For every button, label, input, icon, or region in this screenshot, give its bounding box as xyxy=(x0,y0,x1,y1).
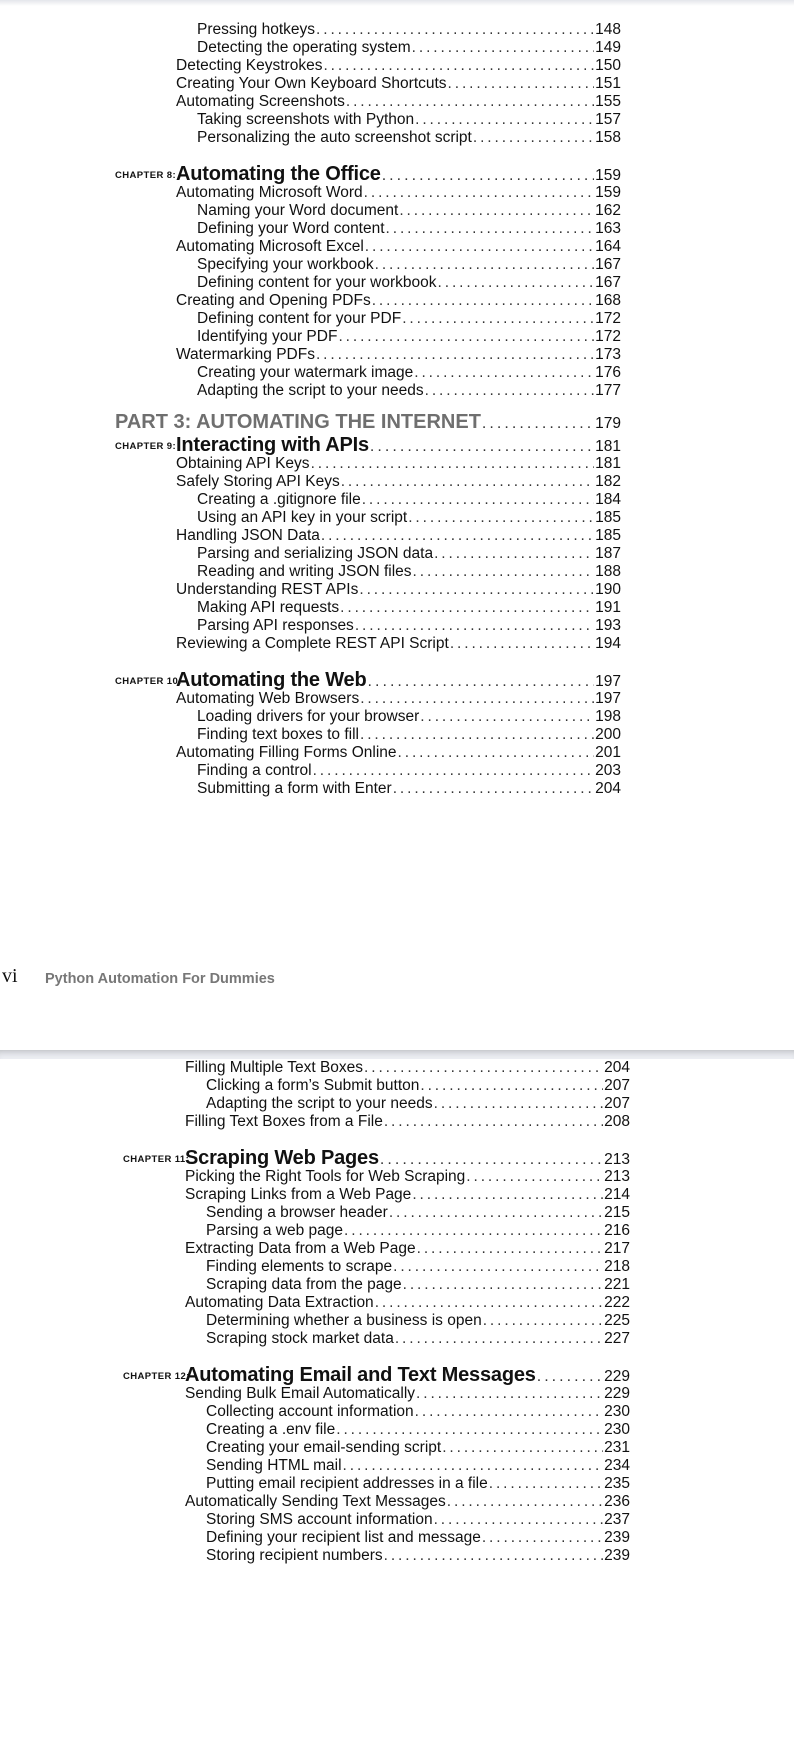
running-book-title: Python Automation For Dummies xyxy=(45,971,275,987)
entry-title: Finding a control xyxy=(197,762,312,779)
page-number: 164 xyxy=(595,238,621,255)
dot-leader xyxy=(364,1059,603,1077)
toc-entry xyxy=(185,1168,630,1186)
entry-title: Creating and Opening PDFs xyxy=(176,292,371,309)
entry-title: Finding text boxes to fill xyxy=(197,726,359,743)
toc-entry xyxy=(206,1204,630,1222)
dot-leader xyxy=(380,1151,603,1169)
page-number: 173 xyxy=(595,346,621,363)
toc-entry xyxy=(197,509,621,527)
chapter-title: Automating Email and Text Messages xyxy=(185,1364,536,1386)
dot-leader xyxy=(316,346,594,364)
page-number: 185 xyxy=(595,527,621,544)
toc-entry xyxy=(206,1475,630,1493)
page-number: 198 xyxy=(595,708,621,725)
dot-leader xyxy=(341,473,594,491)
entry-title: Automating Filling Forms Online xyxy=(176,744,397,761)
entry-title: Understanding REST APIs xyxy=(176,581,359,598)
toc-entry xyxy=(176,635,621,653)
page-number: 207 xyxy=(604,1077,630,1094)
entry-title: Scraping Links from a Web Page xyxy=(185,1186,412,1203)
entry-title: Determining whether a business is open xyxy=(206,1312,482,1329)
chapter-title: Automating the Web xyxy=(176,669,367,691)
dot-leader xyxy=(408,509,594,527)
page-number: 218 xyxy=(604,1258,630,1275)
entry-title: Reviewing a Complete REST API Script xyxy=(176,635,449,652)
page-footer xyxy=(0,965,794,992)
toc-entry xyxy=(206,1439,630,1457)
page-number: 168 xyxy=(595,292,621,309)
page-folio: vi xyxy=(2,965,18,987)
dot-leader xyxy=(360,726,594,744)
page-number: 230 xyxy=(604,1403,630,1420)
dot-leader xyxy=(482,1529,603,1547)
entry-title: Scraping stock market data xyxy=(206,1330,394,1347)
page-number: 201 xyxy=(595,744,621,761)
page-number: 188 xyxy=(595,563,621,580)
entry-title: Sending a browser header xyxy=(206,1204,388,1221)
toc-entry xyxy=(197,202,621,220)
entry-title: Defining your recipient list and message xyxy=(206,1529,481,1546)
toc-page-vii xyxy=(0,1059,794,1734)
toc-entry xyxy=(185,1493,630,1511)
dot-leader xyxy=(338,328,594,346)
toc-entry xyxy=(206,1222,630,1240)
page-number: 181 xyxy=(595,438,621,455)
entry-title: Automating Web Browsers xyxy=(176,690,360,707)
toc-entry xyxy=(197,491,621,509)
toc-entry xyxy=(176,744,621,762)
entry-title: Defining your Word content xyxy=(197,220,385,237)
entry-title: Sending Bulk Email Automatically xyxy=(185,1385,416,1402)
toc-entry xyxy=(176,455,621,473)
dot-leader xyxy=(364,184,594,202)
page-number: 230 xyxy=(604,1421,630,1438)
dot-leader xyxy=(359,581,594,599)
page-number: 167 xyxy=(595,256,621,273)
page-number: 190 xyxy=(595,581,621,598)
page-number: 237 xyxy=(604,1511,630,1528)
chapter-label: CHAPTER 11: xyxy=(123,1154,190,1165)
entry-title: Storing SMS account information xyxy=(206,1511,433,1528)
toc-entry xyxy=(197,111,621,129)
toc-entry xyxy=(197,129,621,147)
dot-leader xyxy=(375,256,595,274)
page-number: 229 xyxy=(604,1385,630,1402)
dot-leader xyxy=(384,1113,603,1131)
dot-leader xyxy=(399,202,594,220)
entry-title: Detecting the operating system xyxy=(197,39,411,56)
page-number: 239 xyxy=(604,1529,630,1546)
entry-title: Creating Your Own Keyboard Shortcuts xyxy=(176,75,447,92)
page-number: 158 xyxy=(595,129,621,146)
dot-leader xyxy=(537,1368,603,1386)
toc-entry xyxy=(206,1095,630,1113)
entry-title: Scraping data from the page xyxy=(206,1276,402,1293)
dot-leader xyxy=(370,438,594,456)
toc-entry xyxy=(197,726,621,744)
page-number: 150 xyxy=(595,57,621,74)
toc-entry xyxy=(197,274,621,292)
page-number: 184 xyxy=(595,491,621,508)
page-number: 193 xyxy=(595,617,621,634)
entry-title: Identifying your PDF xyxy=(197,328,338,345)
dot-leader xyxy=(412,39,594,57)
dot-leader xyxy=(447,1493,603,1511)
page-number: 204 xyxy=(595,780,621,797)
dot-leader xyxy=(398,744,595,762)
page-number: 234 xyxy=(604,1457,630,1474)
entry-title: Automating Microsoft Word xyxy=(176,184,363,201)
part-title: PART 3: AUTOMATING THE INTERNET xyxy=(115,411,481,433)
toc-entry xyxy=(176,473,621,491)
page-number: 172 xyxy=(595,328,621,345)
entry-title: Picking the Right Tools for Web Scraping xyxy=(185,1168,466,1185)
toc-entry xyxy=(176,292,621,310)
chapter-entry xyxy=(115,669,621,692)
entry-title: Safely Storing API Keys xyxy=(176,473,340,490)
toc-entry xyxy=(197,563,621,581)
dot-leader xyxy=(420,708,594,726)
dot-leader xyxy=(425,382,595,400)
page-number: 204 xyxy=(604,1059,630,1076)
entry-title: Using an API key in your script xyxy=(197,509,408,526)
chapter-entry xyxy=(115,163,621,186)
page-number: 231 xyxy=(604,1439,630,1456)
toc-entry xyxy=(197,708,621,726)
toc-entry xyxy=(197,21,621,39)
entry-title: Filling Multiple Text Boxes xyxy=(185,1059,364,1076)
toc-entry xyxy=(206,1511,630,1529)
toc-entry xyxy=(185,1113,630,1131)
entry-title: Sending HTML mail xyxy=(206,1457,342,1474)
toc-entry xyxy=(206,1077,630,1095)
dot-leader xyxy=(323,57,594,75)
dot-leader xyxy=(438,274,595,292)
toc-entry xyxy=(176,527,621,545)
dot-leader xyxy=(382,167,594,185)
toc-entry xyxy=(176,238,621,256)
dot-leader xyxy=(386,220,595,238)
entry-title: Defining content for your PDF xyxy=(197,310,402,327)
toc-entry xyxy=(185,1294,630,1312)
entry-title: Adapting the script to your needs xyxy=(197,382,424,399)
entry-title: Loading drivers for your browser xyxy=(197,708,420,725)
entry-title: Automating Microsoft Excel xyxy=(176,238,364,255)
dot-leader xyxy=(415,1403,603,1421)
chapter-label: CHAPTER 8: xyxy=(115,170,177,181)
entry-title: Automating Data Extraction xyxy=(185,1294,374,1311)
entry-title: Adapting the script to your needs xyxy=(206,1095,433,1112)
page-number: 179 xyxy=(595,415,621,432)
toc-entry xyxy=(197,382,621,400)
toc-entry xyxy=(185,1240,630,1258)
page-number: 185 xyxy=(595,509,621,526)
entry-title: Reading and writing JSON files xyxy=(197,563,412,580)
page-number: 214 xyxy=(604,1186,630,1203)
dot-leader xyxy=(367,673,594,691)
entry-title: Pressing hotkeys xyxy=(197,21,316,38)
page-number: 200 xyxy=(595,726,621,743)
dot-leader xyxy=(434,545,594,563)
page-number: 203 xyxy=(595,762,621,779)
entry-title: Making API requests xyxy=(197,599,340,616)
entry-title: Watermarking PDFs xyxy=(176,346,315,363)
toc-entry xyxy=(206,1330,630,1348)
chapter-title: Scraping Web Pages xyxy=(185,1147,379,1169)
toc-entry xyxy=(176,690,621,708)
toc-entry xyxy=(206,1421,630,1439)
toc-entry xyxy=(206,1547,630,1565)
toc-entry xyxy=(206,1312,630,1330)
chapter-title: Automating the Office xyxy=(176,163,381,185)
entry-title: Parsing a web page xyxy=(206,1222,344,1239)
toc-entries-page-2 xyxy=(0,1059,794,1764)
page-number: 221 xyxy=(604,1276,630,1293)
toc-entry xyxy=(206,1529,630,1547)
page-number: 176 xyxy=(595,364,621,381)
page-number: 229 xyxy=(604,1368,630,1385)
dot-leader xyxy=(321,527,594,545)
entry-title: Automatically Sending Text Messages xyxy=(185,1493,446,1510)
dot-leader xyxy=(414,364,594,382)
page-number: 207 xyxy=(604,1095,630,1112)
dot-leader xyxy=(489,1475,603,1493)
dot-leader xyxy=(389,1204,603,1222)
entry-title: Automating Screenshots xyxy=(176,93,345,110)
entry-title: Extracting Data from a Web Page xyxy=(185,1240,416,1257)
page-number: 235 xyxy=(604,1475,630,1492)
dot-leader xyxy=(362,491,594,509)
dot-leader xyxy=(403,1276,604,1294)
toc-entry xyxy=(185,1059,630,1077)
dot-leader xyxy=(360,690,594,708)
dot-leader xyxy=(482,415,594,433)
page-number: 222 xyxy=(604,1294,630,1311)
page-number: 159 xyxy=(595,167,621,184)
page-number: 155 xyxy=(595,93,621,110)
dot-leader xyxy=(416,1385,603,1403)
entry-title: Creating your watermark image xyxy=(197,364,414,381)
toc-entry xyxy=(197,545,621,563)
page-number: 181 xyxy=(595,455,621,472)
page-number: 151 xyxy=(595,75,621,92)
toc-entry xyxy=(176,581,621,599)
dot-leader xyxy=(442,1439,603,1457)
page-number: 208 xyxy=(604,1113,630,1130)
page-number: 187 xyxy=(595,545,621,562)
toc-entry xyxy=(185,1186,630,1204)
dot-leader xyxy=(311,455,595,473)
toc-entry xyxy=(176,57,621,75)
dot-leader xyxy=(434,1511,604,1529)
chapter-entry xyxy=(123,1364,630,1387)
toc-entry xyxy=(176,93,621,111)
toc-entry xyxy=(197,310,621,328)
page-number: 239 xyxy=(604,1547,630,1564)
dot-leader xyxy=(473,129,594,147)
page-number: 215 xyxy=(604,1204,630,1221)
entry-title: Detecting Keystrokes xyxy=(176,57,323,74)
page-number: 172 xyxy=(595,310,621,327)
dot-leader xyxy=(448,75,595,93)
page-number: 227 xyxy=(604,1330,630,1347)
page-number: 149 xyxy=(595,39,621,56)
dot-leader xyxy=(412,1186,603,1204)
entry-title: Putting email recipient addresses in a file xyxy=(206,1475,488,1492)
dot-leader xyxy=(313,762,595,780)
dot-leader xyxy=(344,1222,603,1240)
page-number: 167 xyxy=(595,274,621,291)
entry-title: Handling JSON Data xyxy=(176,527,320,544)
chapter-entry xyxy=(123,1147,630,1170)
page-number: 163 xyxy=(595,220,621,237)
toc-entry xyxy=(176,75,621,93)
entry-title: Finding elements to scrape xyxy=(206,1258,393,1275)
entry-title: Clicking a form’s Submit button xyxy=(206,1077,420,1094)
page-number: 194 xyxy=(595,635,621,652)
entry-title: Collecting account information xyxy=(206,1403,414,1420)
dot-leader xyxy=(393,1258,603,1276)
entry-title: Taking screenshots with Python xyxy=(197,111,415,128)
entry-title: Specifying your workbook xyxy=(197,256,374,273)
page-number: 217 xyxy=(604,1240,630,1257)
dot-leader xyxy=(395,1330,603,1348)
toc-entry xyxy=(206,1457,630,1475)
dot-leader xyxy=(393,780,594,798)
toc-entry xyxy=(197,599,621,617)
dot-leader xyxy=(402,310,594,328)
dot-leader xyxy=(365,238,594,256)
chapter-label: CHAPTER 9: xyxy=(115,441,177,452)
dot-leader xyxy=(375,1294,603,1312)
toc-entry xyxy=(206,1403,630,1421)
dot-leader xyxy=(415,111,594,129)
entry-title: Defining content for your workbook xyxy=(197,274,437,291)
toc-entry xyxy=(176,184,621,202)
entry-title: Storing recipient numbers xyxy=(206,1547,383,1564)
dot-leader xyxy=(346,93,594,111)
page-number: 182 xyxy=(595,473,621,490)
page-number: 148 xyxy=(595,21,621,38)
dot-leader xyxy=(343,1457,604,1475)
page-number: 216 xyxy=(604,1222,630,1239)
toc-entry xyxy=(206,1276,630,1294)
dot-leader xyxy=(417,1240,604,1258)
dot-leader xyxy=(384,1547,604,1565)
page-number: 213 xyxy=(604,1168,630,1185)
page-number: 236 xyxy=(604,1493,630,1510)
dot-leader xyxy=(316,21,594,39)
dot-leader xyxy=(434,1095,604,1113)
toc-entry xyxy=(197,617,621,635)
entry-title: Personalizing the auto screenshot script xyxy=(197,129,472,146)
toc-entry xyxy=(197,256,621,274)
toc-entry xyxy=(197,762,621,780)
page-number: 225 xyxy=(604,1312,630,1329)
dot-leader xyxy=(450,635,594,653)
entry-title: Filling Text Boxes from a File xyxy=(185,1113,383,1130)
dot-leader xyxy=(420,1077,603,1095)
toc-entry xyxy=(197,364,621,382)
page-number: 191 xyxy=(595,599,621,616)
entry-title: Creating your email-sending script xyxy=(206,1439,442,1456)
toc-entry xyxy=(206,1258,630,1276)
page-number: 157 xyxy=(595,111,621,128)
page-number: 197 xyxy=(595,690,621,707)
chapter-entry xyxy=(115,434,621,457)
dot-leader xyxy=(355,617,594,635)
chapter-label: CHAPTER 10: xyxy=(115,676,182,687)
page-number: 177 xyxy=(595,382,621,399)
dot-leader xyxy=(372,292,594,310)
entry-title: Naming your Word document xyxy=(197,202,399,219)
entry-title: Creating a .gitignore file xyxy=(197,491,361,508)
dot-leader xyxy=(483,1312,603,1330)
toc-entry xyxy=(197,780,621,798)
entry-title: Parsing and serializing JSON data xyxy=(197,545,434,562)
page-number: 197 xyxy=(595,673,621,690)
dot-leader xyxy=(340,599,594,617)
entry-title: Obtaining API Keys xyxy=(176,455,310,472)
toc-entry xyxy=(185,1385,630,1403)
part-entry xyxy=(115,411,621,434)
dot-leader xyxy=(466,1168,603,1186)
toc-entry xyxy=(176,346,621,364)
entry-title: Creating a .env file xyxy=(206,1421,336,1438)
entry-title: Parsing API responses xyxy=(197,617,354,634)
dot-leader xyxy=(413,563,595,581)
toc-entry xyxy=(197,328,621,346)
entry-title: Submitting a form with Enter xyxy=(197,780,392,797)
page-number: 213 xyxy=(604,1151,630,1168)
toc-entry xyxy=(197,39,621,57)
page-number: 162 xyxy=(595,202,621,219)
page-number: 159 xyxy=(595,184,621,201)
dot-leader xyxy=(336,1421,603,1439)
chapter-title: Interacting with APIs xyxy=(176,434,369,456)
toc-entry xyxy=(197,220,621,238)
chapter-label: CHAPTER 12: xyxy=(123,1371,190,1382)
